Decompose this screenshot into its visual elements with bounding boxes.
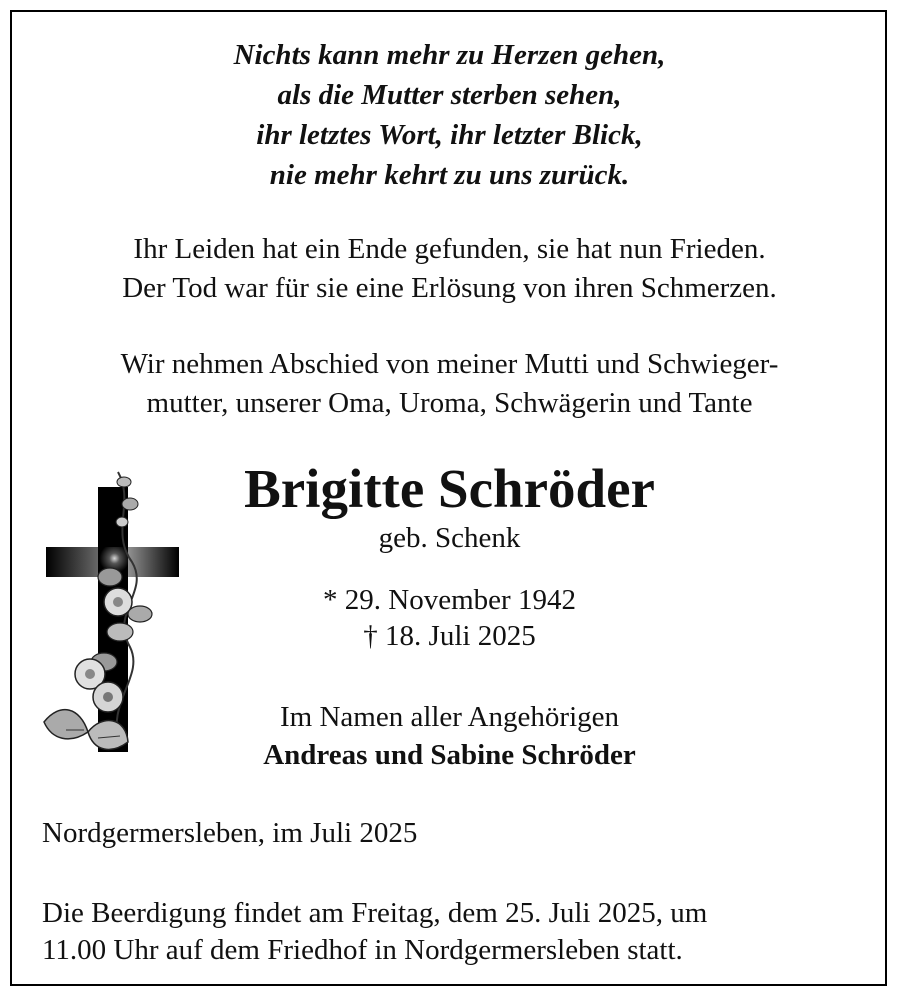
- poem-line: nie mehr kehrt zu uns zurück.: [269, 159, 630, 191]
- life-dates: [0, 582, 899, 654]
- poem: [0, 35, 899, 195]
- mourners-intro: Im Namen aller Angehörigen: [279, 701, 620, 733]
- paragraph-suffering: [0, 230, 899, 308]
- paragraph-line: Der Tod war für sie eine Erlösung von ihren Schmerzen.: [122, 272, 777, 304]
- paragraph-line: Wir nehmen Abschied von meiner Mutti und Schwieger-: [120, 348, 779, 380]
- funeral-info: [42, 895, 862, 969]
- poem-line: als die Mutter sterben sehen,: [277, 79, 622, 111]
- birth-date: * 29. November 1942: [323, 584, 576, 616]
- funeral-line: Die Beerdigung findet am Freitag, dem 25. Juli 2025, um: [42, 897, 708, 929]
- mourners-names: Andreas und Sabine Schröder: [263, 739, 636, 771]
- place-date: Nordgermersleben, im Juli 2025: [42, 817, 418, 849]
- poem-line: Nichts kann mehr zu Herzen gehen,: [233, 39, 666, 71]
- birth-name: geb. Schenk: [378, 522, 521, 554]
- funeral-line: 11.00 Uhr auf dem Friedhof in Nordgermersleben statt.: [42, 934, 683, 966]
- death-date: † 18. Juli 2025: [363, 620, 536, 652]
- paragraph-farewell: [0, 345, 899, 423]
- poem-line: ihr letztes Wort, ihr letzter Blick,: [256, 119, 643, 151]
- paragraph-line: Ihr Leiden hat ein Ende gefunden, sie hat nun Frieden.: [133, 233, 766, 265]
- deceased-name: Brigitte Schröder: [244, 458, 655, 519]
- paragraph-line: mutter, unserer Oma, Uroma, Schwägerin und Tante: [146, 387, 753, 419]
